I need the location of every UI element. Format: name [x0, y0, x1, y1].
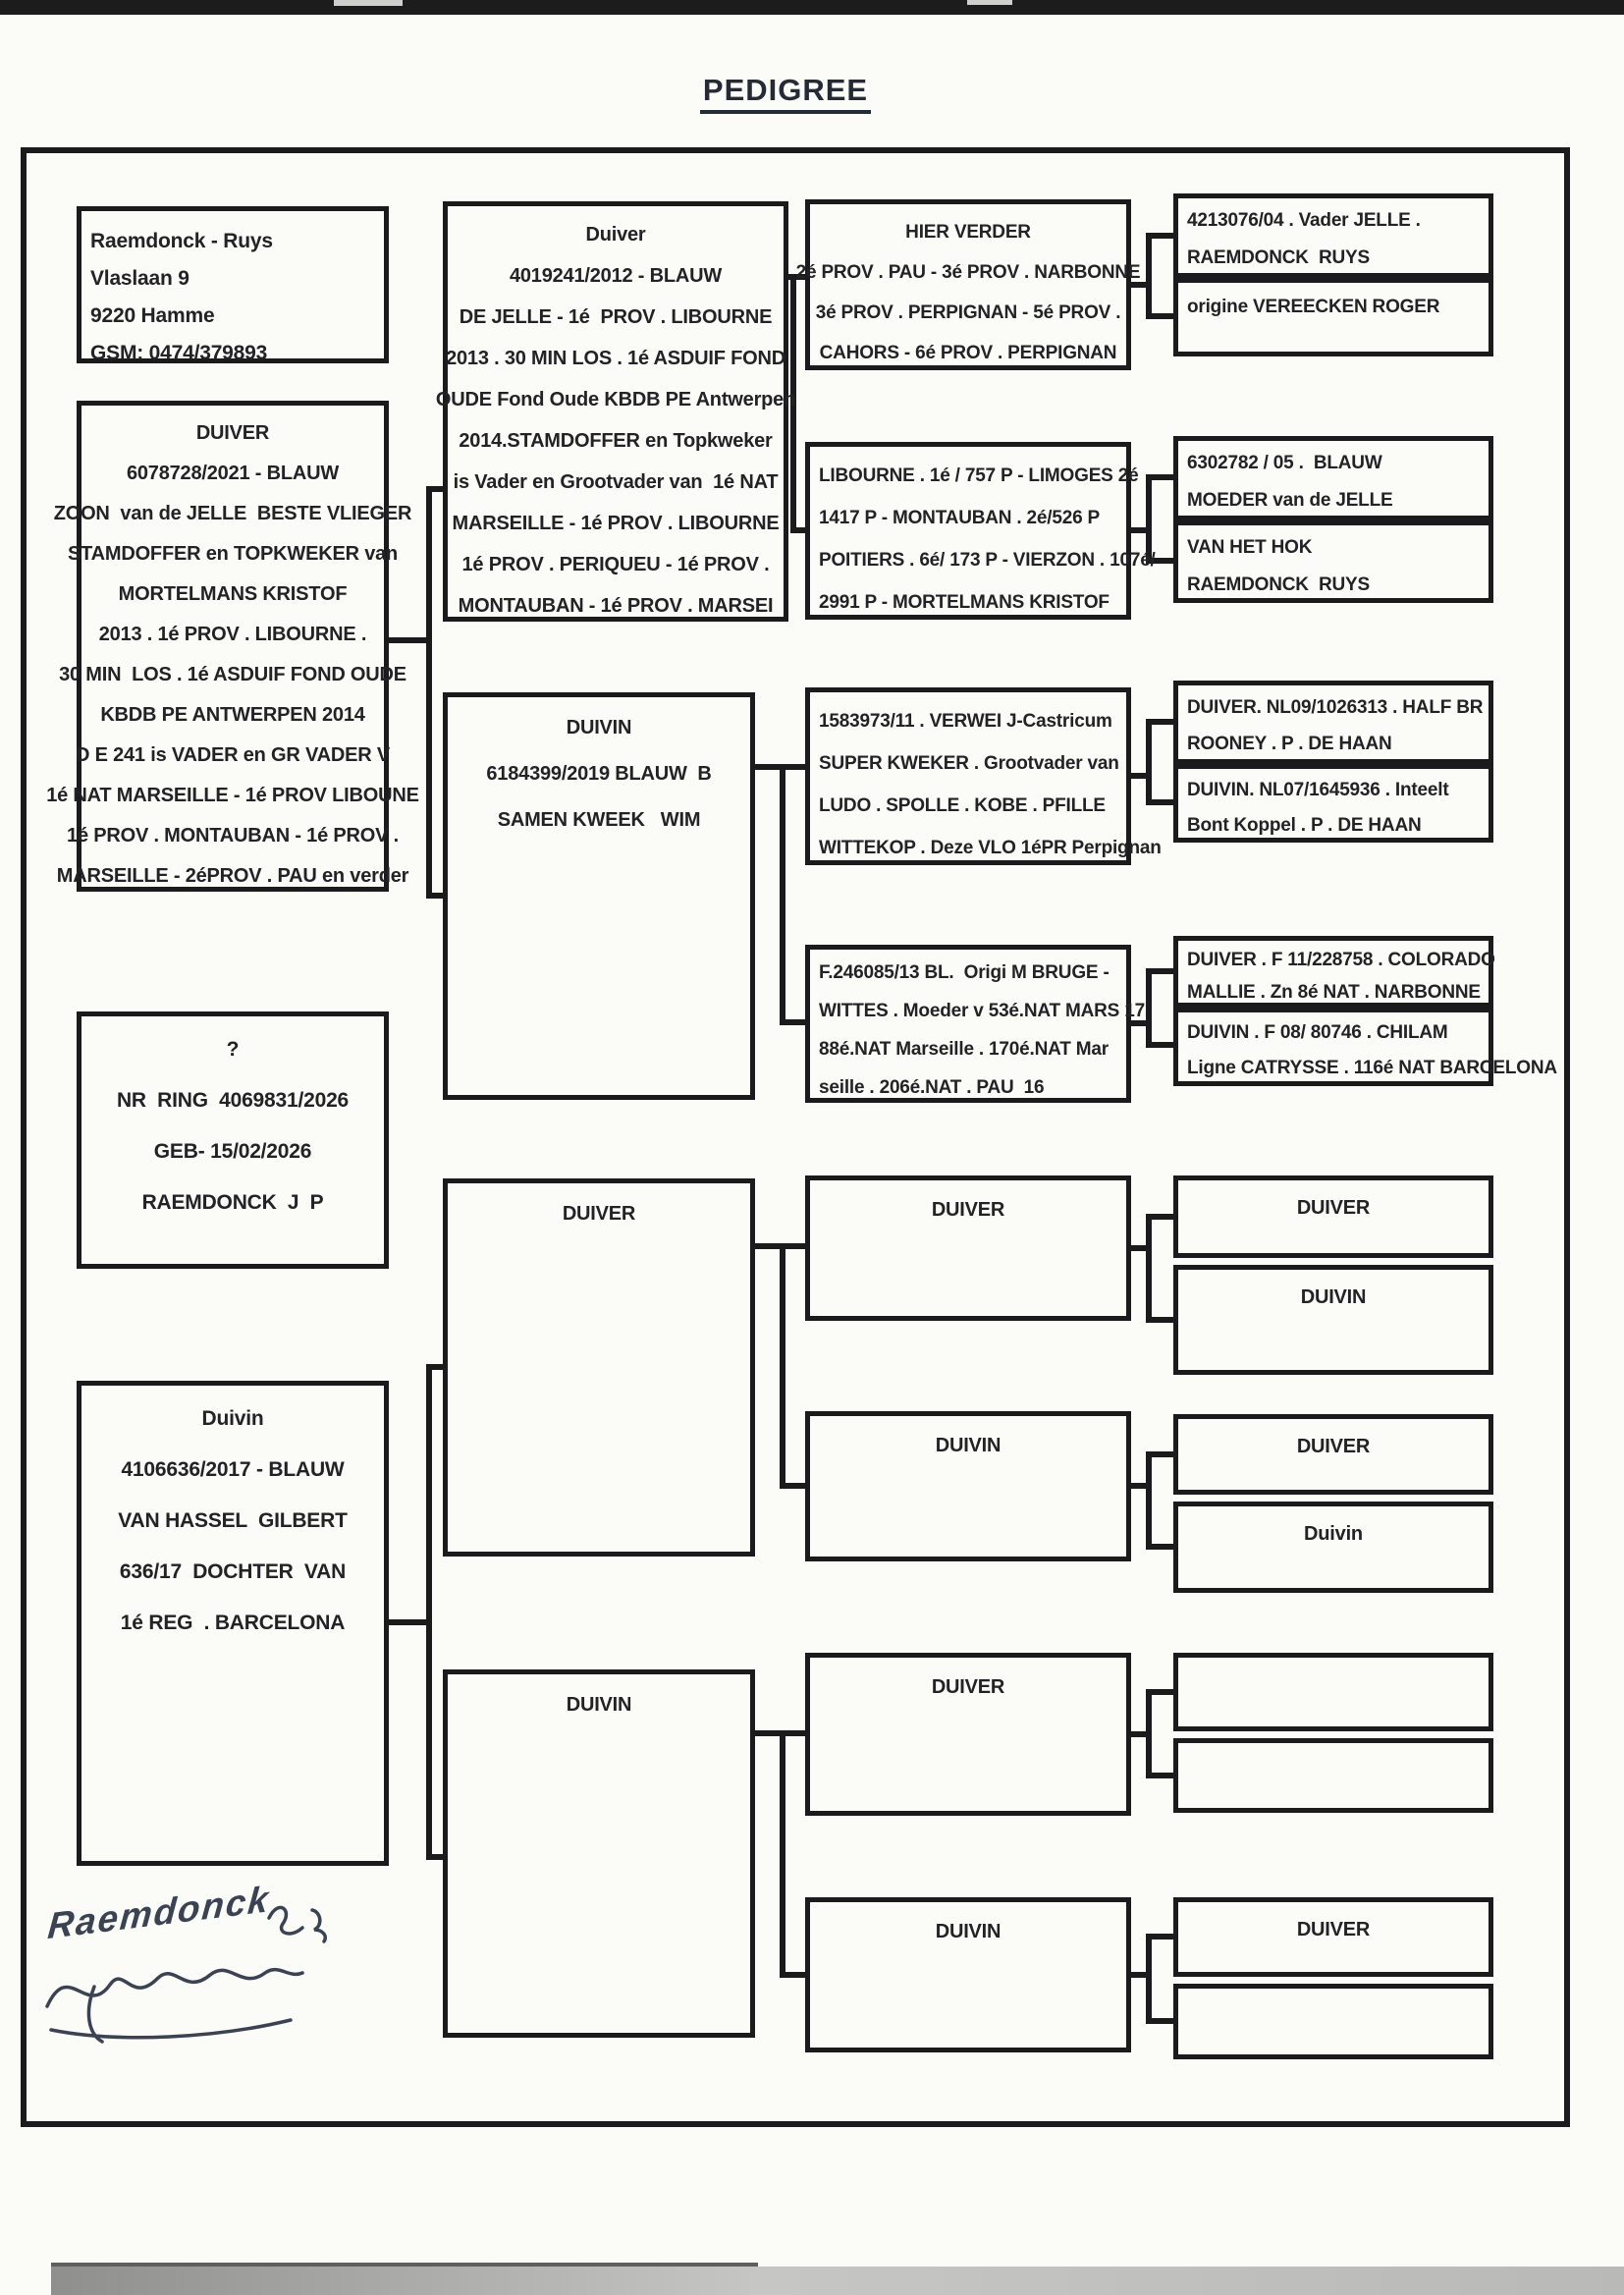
text-line: Raemdonck - Ruys — [90, 230, 273, 252]
text-line: 9220 Hamme — [90, 304, 215, 327]
text-line: ZOON van de JELLE BESTE VLIEGER — [53, 503, 412, 524]
text-line: HIER VERDER — [905, 221, 1031, 243]
text-line: ? — [226, 1038, 240, 1061]
text-line: MARSEILLE - 2éPROV . PAU en verder — [56, 865, 409, 887]
text-line: NR RING 4069831/2026 — [116, 1089, 350, 1112]
text-line: STAMDOFFER en TOPKWEKER van — [67, 543, 399, 565]
text-line: DUIVER — [1296, 1435, 1371, 1457]
mother-box — [77, 1381, 389, 1866]
text-line: GSM: 0474/379893 — [90, 342, 268, 364]
text-line: 6184399/2019 BLAUW B — [486, 763, 712, 785]
text-line: 2013 . 1é PROV . LIBOURNE . — [98, 624, 367, 645]
text-line: DUIVER — [1296, 1196, 1371, 1219]
great-grandparent-box-2 — [805, 442, 1156, 620]
text-line: 6078728/2021 - BLAUW — [126, 463, 340, 484]
scan-edge-tear — [334, 0, 403, 6]
text-line: SUPER KWEKER . Grootvader van — [819, 752, 1119, 774]
page-title-wrap — [589, 73, 982, 114]
great-grandparent-box-1 — [795, 199, 1141, 370]
text-line: MALLIE . Zn 8é NAT . NARBONNE — [1187, 981, 1481, 1003]
text-line: DUIVER — [931, 1675, 1005, 1698]
gg-grandparent-box-4a — [1173, 936, 1493, 1008]
handwritten-signature — [37, 1878, 361, 2057]
text-line: 30 MIN LOS . 1é ASDUIF FOND OUDE — [59, 664, 406, 685]
scan-edge-tear — [967, 0, 1012, 5]
text-line: ROONEY . P . DE HAAN — [1187, 733, 1392, 754]
text-line: 2014.STAMDOFFER en Topkweker — [459, 429, 773, 452]
text-line: DUIVER. NL09/1026313 . HALF BR — [1187, 696, 1484, 718]
text-line: KBDB PE ANTWERPEN 2014 — [100, 704, 365, 726]
text-line: 2é PROV . PAU - 3é PROV . NARBONNE — [795, 261, 1141, 283]
great-grandparent-box-4 — [805, 945, 1145, 1103]
text-line: 1é NAT MARSEILLE - 1é PROV LIBOUNE — [46, 785, 419, 806]
text-line: 636/17 DOCHTER VAN — [119, 1560, 347, 1583]
text-line: DUIVER — [1296, 1918, 1371, 1940]
text-line: seille . 206é.NAT . PAU 16 — [819, 1076, 1045, 1098]
text-line: DUIVER — [931, 1198, 1005, 1221]
owner-address-box — [77, 206, 389, 363]
text-line: 4019241/2012 - BLAUW — [509, 264, 723, 287]
gg-grandparent-box-6a — [1173, 1414, 1493, 1495]
text-line: DUIVIN — [566, 717, 632, 738]
father-box — [46, 401, 419, 892]
great-grandparent-box-5 — [805, 1175, 1131, 1321]
page-title: PEDIGREE — [700, 73, 871, 114]
text-line: 1é REG . BARCELONA — [120, 1612, 346, 1634]
text-line: 1é PROV . MONTAUBAN - 1é PROV . — [67, 825, 399, 847]
text-line: SAMEN KWEEK WIM — [497, 809, 701, 831]
text-line: F.246085/13 BL. Origi M BRUGE - — [819, 961, 1110, 983]
text-line: DUIVER — [195, 422, 270, 444]
gg-grandparent-box-3b — [1173, 764, 1493, 843]
gg-grandparent-box-8b — [1173, 1984, 1493, 2059]
text-line: 3é PROV . PERPIGNAN - 5é PROV . — [815, 301, 1121, 323]
text-line: 2991 P - MORTELMANS KRISTOF — [819, 591, 1110, 613]
text-line: MORTELMANS KRISTOF — [118, 583, 348, 605]
text-line: LIBOURNE . 1é / 757 P - LIMOGES 2é — [819, 464, 1139, 486]
text-line: DUIVIN — [566, 1693, 632, 1716]
text-line: VAN HASSEL GILBERT — [118, 1509, 348, 1532]
text-line: WITTES . Moeder v 53é.NAT MARS 17 — [819, 1000, 1145, 1021]
great-grandparent-box-6 — [805, 1411, 1131, 1561]
gg-grandparent-box-4b — [1173, 1008, 1557, 1086]
text-line: WITTEKOP . Deze VLO 1éPR Perpignan — [819, 837, 1162, 858]
text-line: 1583973/11 . VERWEI J-Castricum — [819, 710, 1112, 732]
text-line: OUDE Fond Oude KBDB PE Antwerpen — [435, 388, 796, 410]
great-grandparent-box-8 — [805, 1897, 1131, 2052]
text-line: 1417 P - MONTAUBAN . 2é/526 P — [819, 507, 1100, 528]
maternal-grandmother-box — [443, 1669, 755, 2038]
text-line: MARSEILLE - 1é PROV . LIBOURNE — [452, 512, 780, 534]
text-line: DUIVER — [562, 1202, 636, 1225]
text-line: DE JELLE - 1é PROV . LIBOURNE — [459, 305, 773, 328]
text-line: 88é.NAT Marseille . 170é.NAT Mar — [819, 1038, 1109, 1060]
gg-grandparent-box-8a — [1173, 1897, 1493, 1977]
text-line: Duivin — [1304, 1522, 1363, 1545]
subject-bird-box — [77, 1011, 389, 1269]
text-line: LUDO . SPOLLE . KOBE . PFILLE — [819, 794, 1106, 816]
gg-grandparent-box-3a — [1173, 681, 1493, 764]
text-line: RAEMDONCK RUYS — [1187, 574, 1370, 595]
gg-grandparent-box-5a — [1173, 1175, 1493, 1258]
signature-flourish — [37, 1878, 361, 2057]
text-line: DUIVER . F 11/228758 . COLORADO — [1187, 949, 1495, 970]
text-line: DUIVIN — [935, 1920, 1001, 1942]
text-line: DUIVIN — [935, 1434, 1001, 1456]
paternal-grandfather-box — [435, 201, 796, 622]
text-line: CAHORS - 6é PROV . PERPIGNAN — [819, 342, 1117, 363]
text-line: DUIVIN . F 08/ 80746 . CHILAM — [1187, 1022, 1448, 1043]
text-line: origine VEREECKEN ROGER — [1187, 297, 1440, 317]
text-line: RAEMDONCK RUYS — [1187, 247, 1370, 268]
text-line: 2013 . 30 MIN LOS . 1é ASDUIF FOND — [446, 347, 785, 369]
gg-grandparent-box-2b — [1173, 520, 1493, 603]
gg-grandparent-box-1a — [1173, 193, 1493, 278]
text-line: Bont Koppel . P . DE HAAN — [1187, 815, 1422, 836]
gg-grandparent-box-7b — [1173, 1738, 1493, 1813]
text-line: 6302782 / 05 . BLAUW — [1187, 453, 1382, 473]
scan-edge-top — [0, 0, 1624, 15]
gg-grandparent-box-1b — [1173, 278, 1493, 356]
text-line: Duiver — [585, 223, 646, 246]
text-line: 4213076/04 . Vader JELLE . — [1187, 210, 1421, 231]
text-line: GEB- 15/02/2026 — [153, 1140, 312, 1163]
gg-grandparent-box-6b — [1173, 1502, 1493, 1593]
text-line: Duivin — [201, 1407, 264, 1430]
text-line: DUIVIN. NL07/1645936 . Inteelt — [1187, 780, 1449, 800]
text-line: DUIVIN — [1300, 1285, 1367, 1308]
gg-grandparent-box-5b — [1173, 1265, 1493, 1375]
text-line: MOEDER van de JELLE — [1187, 490, 1393, 511]
text-line: is Vader en Grootvader van 1é NAT — [453, 470, 779, 493]
gg-grandparent-box-7a — [1173, 1653, 1493, 1731]
text-line: 1é PROV . PERIQUEU - 1é PROV . — [461, 553, 770, 575]
scan-edge-bottom — [51, 2267, 1624, 2295]
text-line: RAEMDONCK J P — [141, 1191, 324, 1214]
text-line: VAN HET HOK — [1187, 537, 1313, 558]
signature-name: Raemdonck — [46, 1878, 272, 1947]
text-line: D E 241 is VADER en GR VADER V — [75, 744, 391, 766]
maternal-grandfather-box — [443, 1178, 755, 1557]
text-line: MONTAUBAN - 1é PROV . MARSEI — [458, 594, 774, 617]
paternal-grandmother-box — [443, 692, 755, 1100]
great-grandparent-box-3 — [805, 687, 1162, 865]
text-line: Ligne CATRYSSE . 116é NAT BARCELONA — [1187, 1058, 1557, 1078]
great-grandparent-box-7 — [805, 1653, 1131, 1816]
text-line: POITIERS . 6é/ 173 P - VIERZON . 107é/ — [819, 549, 1156, 571]
gg-grandparent-box-2a — [1173, 436, 1493, 520]
text-line: Vlaslaan 9 — [90, 267, 189, 290]
text-line: 4106636/2017 - BLAUW — [121, 1458, 345, 1481]
